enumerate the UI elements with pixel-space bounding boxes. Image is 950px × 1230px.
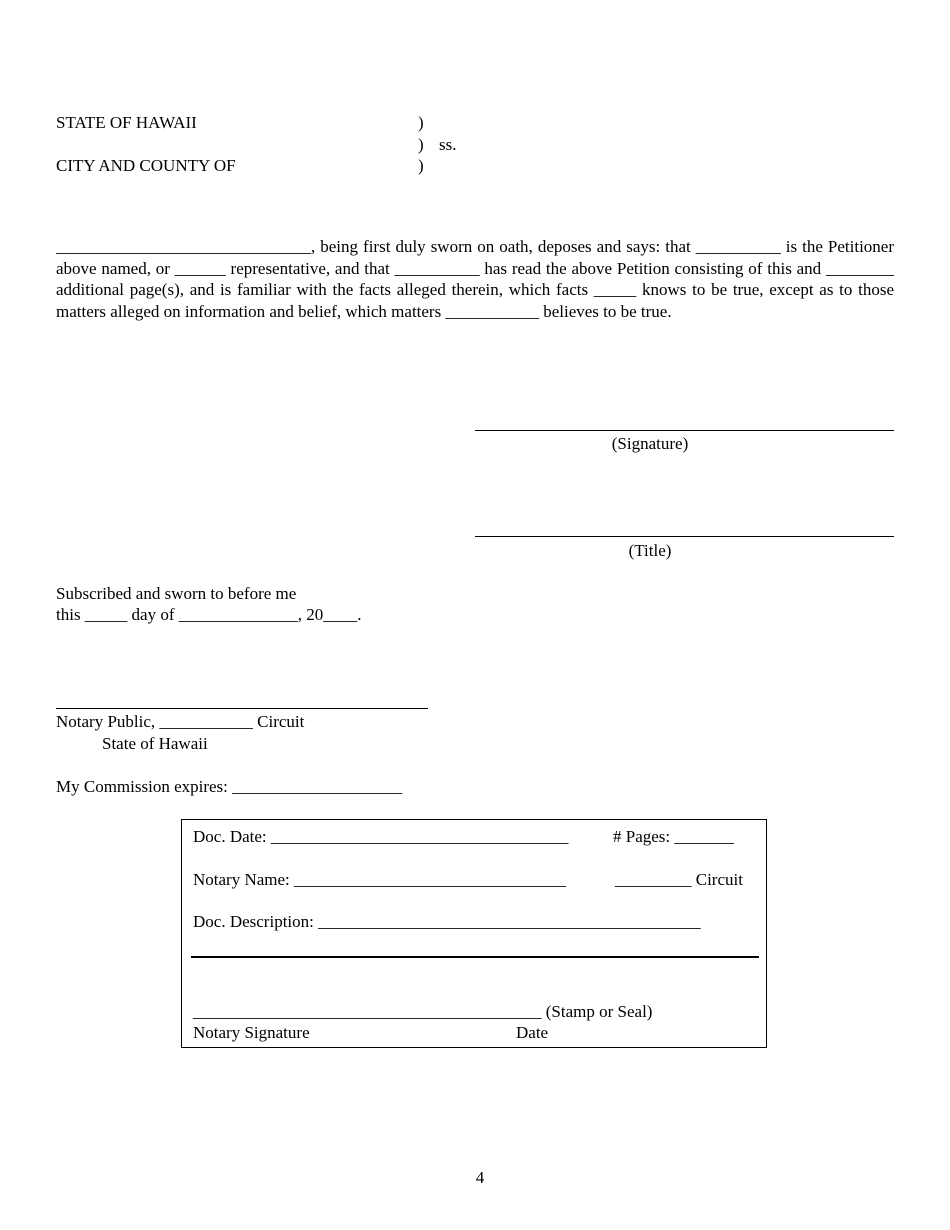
notary-signature-label: Notary Signature	[193, 1023, 310, 1042]
commission-expires: My Commission expires: ____________________	[56, 777, 403, 796]
venue-ss: ss.	[439, 135, 457, 154]
notary-signature-line	[56, 708, 428, 709]
notary-state-line: State of Hawaii	[102, 734, 208, 753]
notary-name-field: Notary Name: ________________________________	[193, 870, 567, 889]
oath-paragraph: ______________________________, being first duly sworn on oath, deposes and says: that __________ is the Petitioner above named, or ______ representative, and that __________ has read the above Petition consisting of this and ________ additional page(s), and is familiar with the facts alleged therein, which facts _____ knows to be true, except as to those matters alleged on information and belief, which matters ___________ believes to be true.	[56, 237, 894, 321]
notary-signature-stamp-line: _________________________________________ (Stamp or Seal)	[193, 1002, 653, 1021]
box-divider	[191, 956, 759, 958]
doc-date-field: Doc. Date: ___________________________________	[193, 827, 569, 846]
pages-field: # Pages: _______	[613, 827, 734, 846]
venue-county: CITY AND COUNTY OF	[56, 156, 236, 175]
page-number: 4	[475, 1168, 485, 1187]
venue-state: STATE OF HAWAII	[56, 113, 197, 132]
subscribed-line-2: this _____ day of ______________, 20____.	[56, 605, 362, 624]
title-line	[475, 536, 894, 537]
circuit-field: _________ Circuit	[615, 870, 743, 889]
venue-paren: )	[418, 135, 424, 154]
subscribed-line-1: Subscribed and sworn to before me	[56, 584, 297, 603]
notary-certification-box	[181, 819, 767, 1048]
venue-paren: )	[418, 113, 424, 132]
notary-public-line: Notary Public, ___________ Circuit	[56, 712, 305, 731]
title-caption: (Title)	[628, 541, 672, 560]
doc-description-field: Doc. Description: _____________________________________________	[193, 912, 701, 931]
date-label: Date	[516, 1023, 549, 1042]
venue-paren: )	[418, 156, 424, 175]
signature-line	[475, 430, 894, 431]
signature-caption: (Signature)	[611, 434, 689, 453]
